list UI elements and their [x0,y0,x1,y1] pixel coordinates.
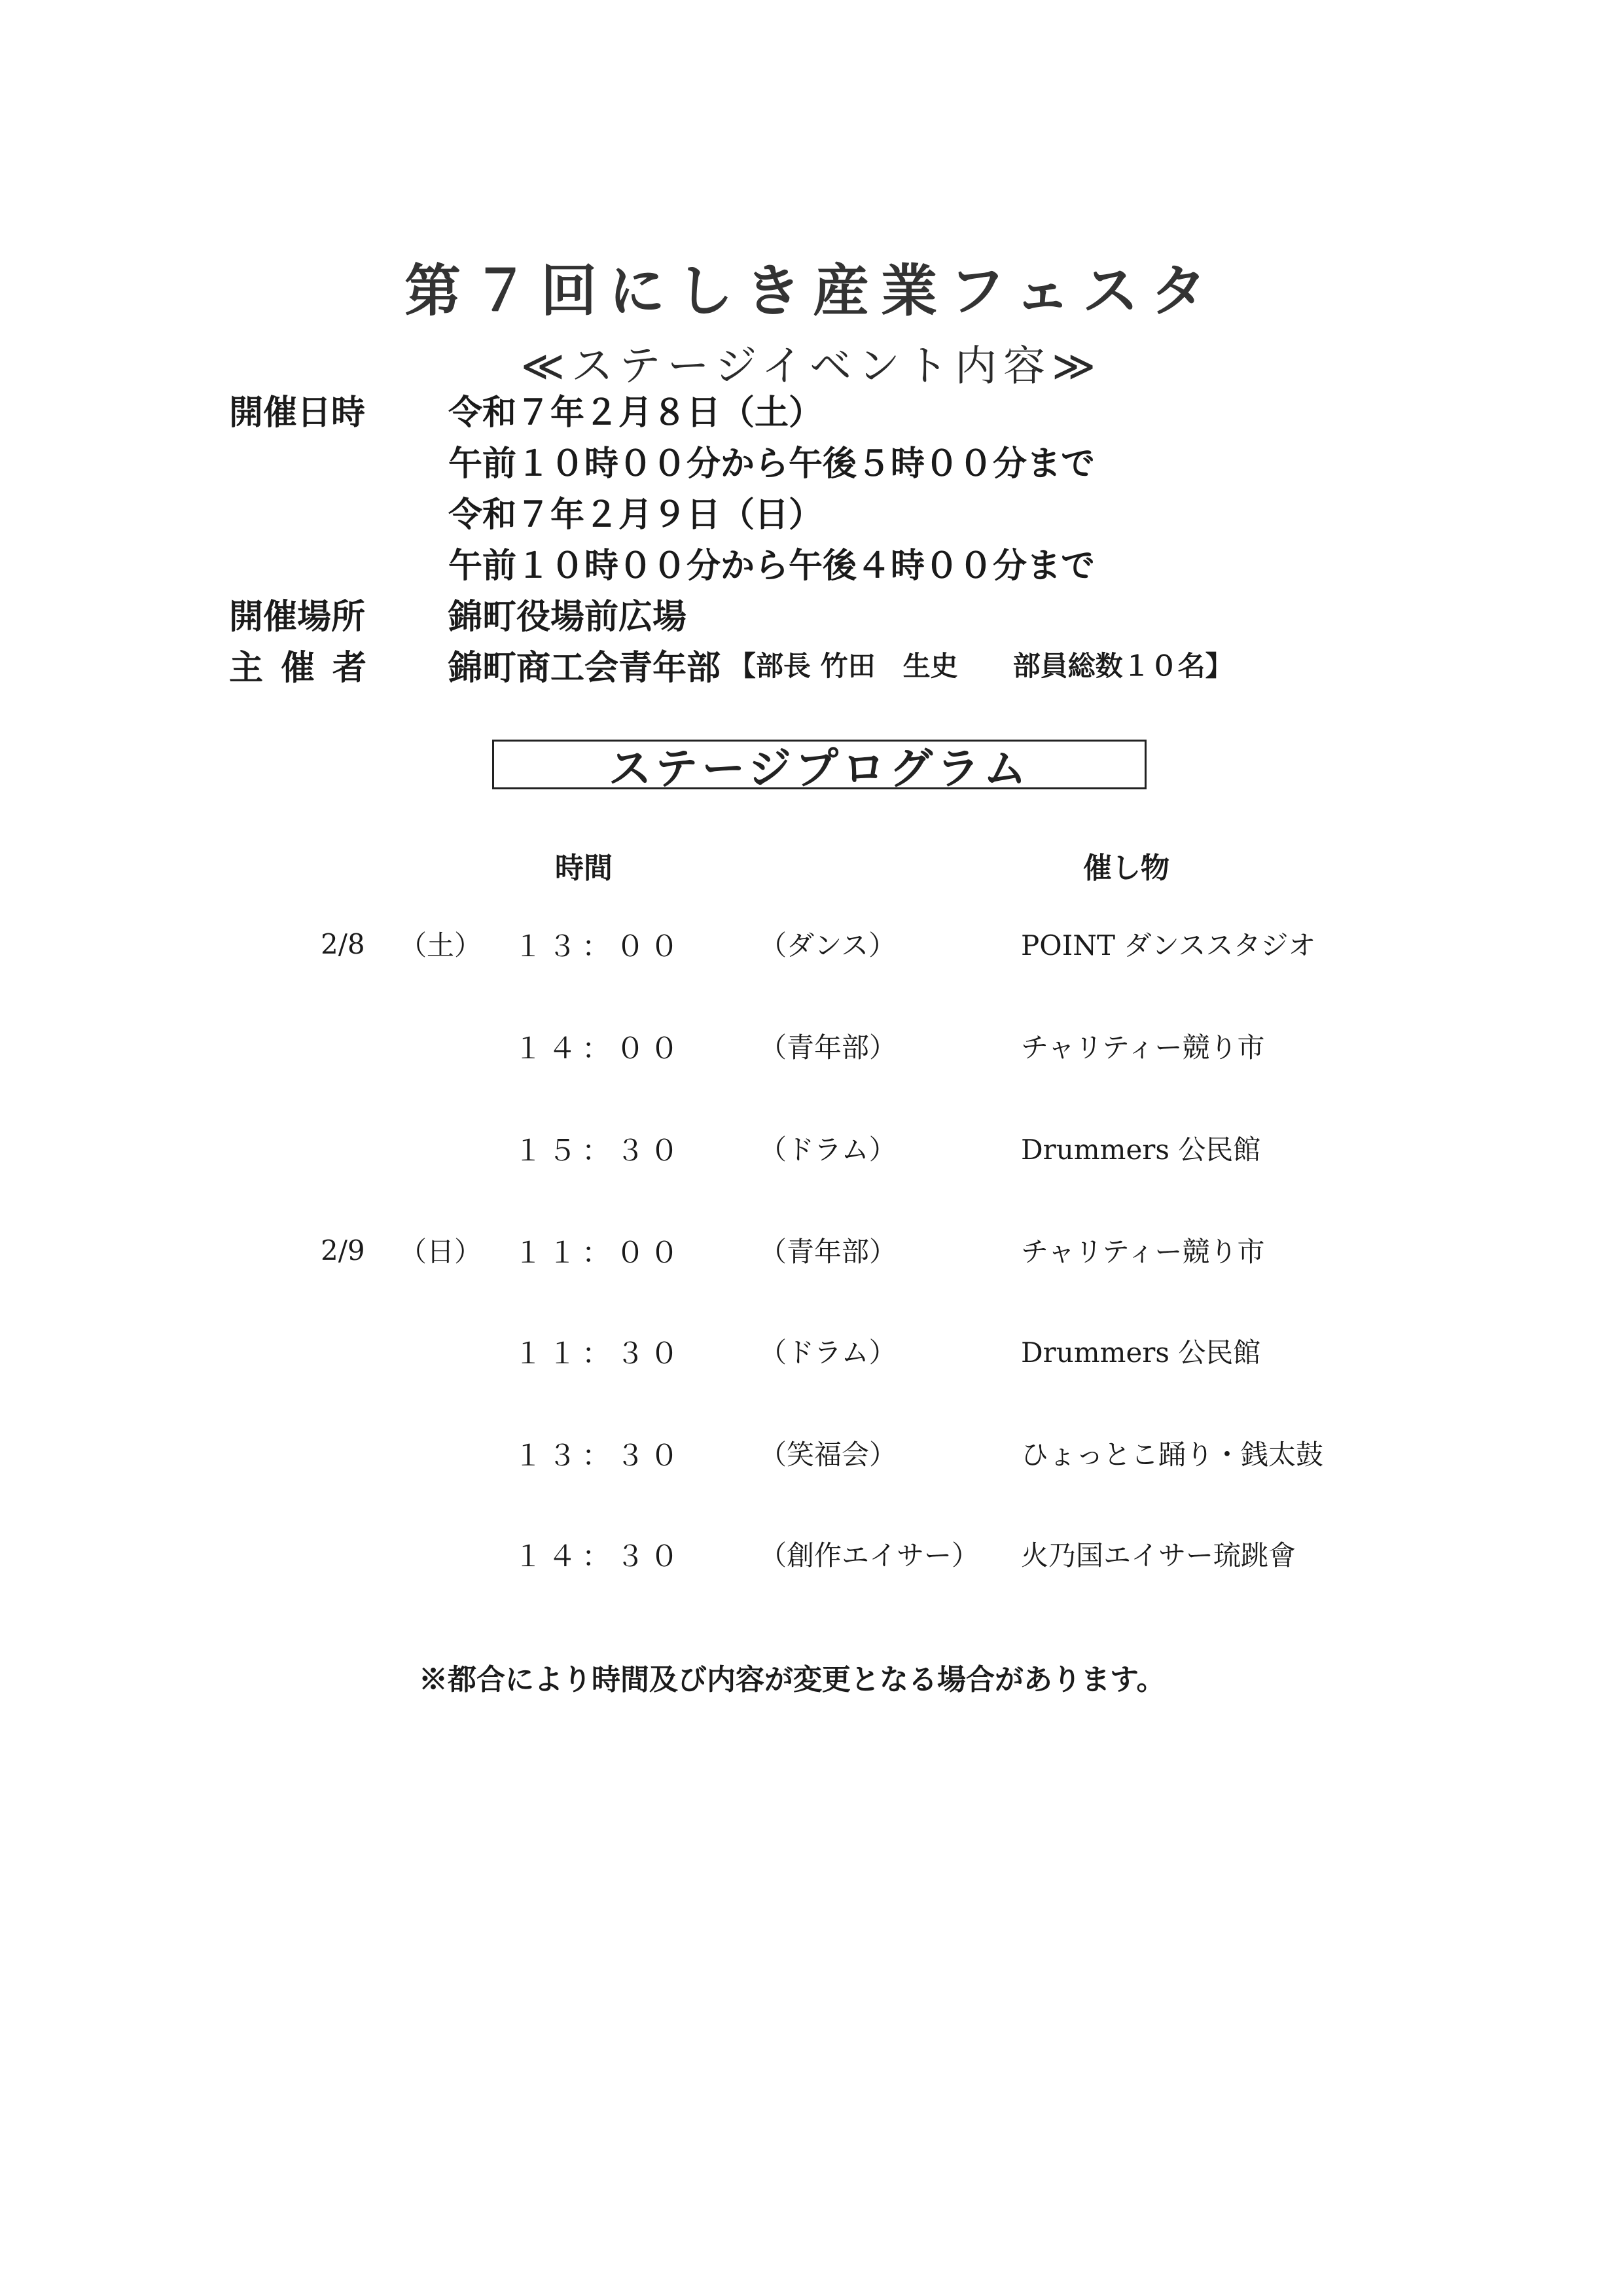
row-time: １５：３０ [514,1134,684,1168]
date-line-1: 令和７年２月８日（土） [448,392,823,433]
row-event: 火乃国エイサー琉跳會 [1021,1539,1296,1571]
row-time: １３：００ [514,930,684,963]
row-category: （ドラム） [759,1134,897,1166]
date-line-3: 令和７年２月９日（日） [448,494,823,535]
row-event: POINT ダンススタジオ [1021,929,1316,961]
row-category: （青年部） [759,1236,897,1268]
row-category: （ドラム） [759,1336,897,1369]
info-venue-row [229,590,687,636]
info-organizer-row [229,641,1233,687]
row-time: １４：００ [514,1032,684,1066]
document-subtitle: ≪ステージイベント内容≫ [520,342,1103,391]
row-event: ひょっとこ踊り・銭太鼓 [1021,1439,1324,1471]
event-column-header: 催し物 [1083,852,1169,885]
program-title-box [492,740,1147,794]
organizer-note: 【部長 竹田 生史 部員総数１０名】 [728,650,1233,682]
row-event: Drummers 公民館 [1021,1134,1261,1166]
row-day-of-week: （土） [399,929,482,961]
date-line-4: 午前１０時００分から午後４時００分まで [448,545,1096,586]
row-date: 2/9 [321,1234,365,1266]
document-title: 第７回にしき産業フェスタ [404,259,1219,324]
venue-value: 錦町役場前広場 [448,596,687,637]
time-column-header: 時間 [555,852,613,885]
row-event: チャリティー競り市 [1021,1031,1265,1064]
row-day-of-week: （日） [399,1236,482,1268]
row-time: １３：３０ [514,1439,684,1473]
row-time: １１：３０ [514,1337,684,1371]
info-date-row [229,386,823,432]
venue-label: 開催場所 [229,596,366,637]
footnote: ※都合により時間及び内容が変更となる場合があります。 [419,1663,1166,1696]
row-date: 2/8 [321,927,365,960]
row-event: Drummers 公民館 [1021,1336,1261,1369]
row-category: （ダンス） [759,929,897,961]
organizer-value: 錦町商工会青年部 [448,647,721,688]
date-label: 開催日時 [229,392,366,433]
date-line-2: 午前１０時００分から午後５時００分まで [448,443,1096,484]
row-time: １１：００ [514,1236,684,1270]
row-category: （笑福会） [759,1439,897,1471]
row-time: １４：３０ [514,1540,684,1573]
organizer-label: 主催者 [229,647,385,688]
program-title: ステージプログラム [608,743,1031,794]
row-category: （創作エイサー） [759,1539,980,1571]
row-category: （青年部） [759,1031,897,1064]
row-event: チャリティー競り市 [1021,1236,1265,1268]
